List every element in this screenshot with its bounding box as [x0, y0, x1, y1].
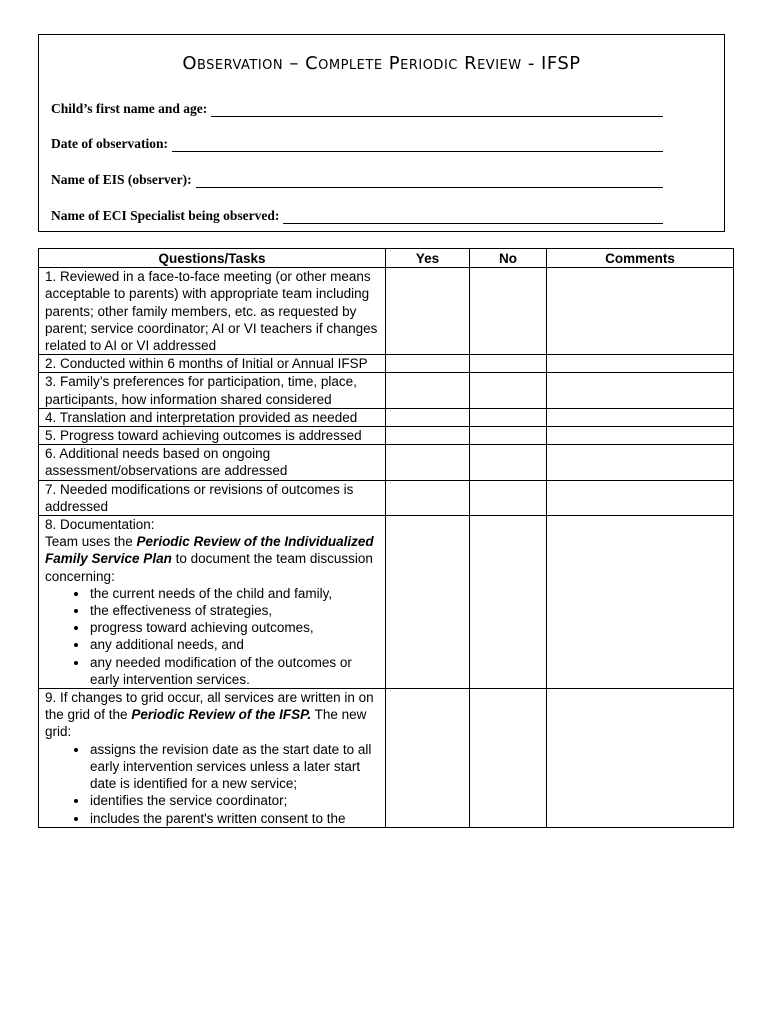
comments-cell[interactable] — [547, 268, 734, 355]
question-cell: 3. Family’s preferences for participation, time, place, participants, how information shared considered — [39, 373, 386, 408]
question-cell: 6. Additional needs based on ongoing assessment/observations are addressed — [39, 445, 386, 480]
column-header: Comments — [547, 249, 734, 268]
table-row — [39, 427, 734, 445]
yes-cell[interactable] — [386, 355, 470, 373]
grid-changes-intro — [45, 689, 380, 741]
table-row — [39, 408, 734, 426]
no-cell[interactable] — [470, 516, 547, 689]
yes-cell[interactable] — [386, 689, 470, 828]
yes-cell[interactable] — [386, 445, 470, 480]
eci-specialist-line[interactable] — [283, 210, 663, 224]
no-cell[interactable] — [470, 445, 547, 480]
question-cell: 5. Progress toward achieving outcomes is addressed — [39, 427, 386, 445]
form-title-reference: Periodic Review of the Individualized Family Service Plan — [45, 534, 374, 567]
table-row — [39, 480, 734, 515]
list-item: • progress toward achieving outcomes, — [89, 619, 380, 636]
question-cell: 1. Reviewed in a face-to-face meeting (or other means acceptable to parents) with appropriate team including parents; other family members, etc. as requested by parent; service coordinator; AI or VI teachers if changes related to AI or VI addressed — [39, 268, 386, 355]
list-item: • the current needs of the child and family, — [89, 585, 380, 602]
column-header: No — [470, 249, 547, 268]
comments-cell[interactable] — [547, 445, 734, 480]
child-name-age-field[interactable] — [51, 97, 663, 117]
child-name-age-line[interactable] — [211, 103, 663, 117]
list-item: • any needed modification of the outcomes or early intervention services. — [89, 654, 380, 688]
yes-cell[interactable] — [386, 408, 470, 426]
grid-changes-list — [45, 741, 380, 827]
yes-cell[interactable] — [386, 427, 470, 445]
column-header: Yes — [386, 249, 470, 268]
intro-text: Team uses the — [45, 534, 137, 550]
form-title: Observation – Complete Periodic Review - IFSP — [182, 53, 581, 74]
observation-date-label: Date of observation: — [51, 136, 168, 151]
table-row — [39, 373, 734, 408]
no-cell[interactable] — [470, 268, 547, 355]
yes-cell[interactable] — [386, 516, 470, 689]
table-row — [39, 689, 734, 828]
no-cell[interactable] — [470, 408, 547, 426]
comments-cell[interactable] — [547, 480, 734, 515]
yes-cell[interactable] — [386, 480, 470, 515]
comments-cell[interactable] — [547, 408, 734, 426]
header-box — [38, 34, 725, 232]
intro-text: to document the team discussion concerning: — [45, 551, 373, 584]
column-header: Questions/Tasks — [39, 249, 386, 268]
list-item: • includes the parent's written consent to the — [89, 810, 380, 827]
comments-cell[interactable] — [547, 689, 734, 828]
documentation-heading: 8. Documentation: — [45, 517, 155, 533]
table-row — [39, 516, 734, 689]
intro-text: 9. If changes to grid occur, all services are written in on the grid of the — [45, 690, 374, 723]
question-cell: 7. Needed modifications or revisions of outcomes is addressed — [39, 480, 386, 515]
comments-cell[interactable] — [547, 427, 734, 445]
eci-specialist-label: Name of ECI Specialist being observed: — [51, 208, 280, 223]
comments-cell[interactable] — [547, 516, 734, 689]
question-cell: 2. Conducted within 6 months of Initial or Annual IFSP — [39, 355, 386, 373]
no-cell[interactable] — [470, 689, 547, 828]
table-row — [39, 268, 734, 355]
comments-cell[interactable] — [547, 373, 734, 408]
yes-cell[interactable] — [386, 373, 470, 408]
form-title-reference: Periodic Review of the IFSP. — [131, 707, 312, 723]
eci-specialist-field[interactable] — [51, 204, 663, 224]
intro-text: The new grid: — [45, 707, 367, 740]
comments-cell[interactable] — [547, 355, 734, 373]
table-header-row — [39, 249, 734, 268]
eis-observer-line[interactable] — [196, 174, 663, 188]
no-cell[interactable] — [470, 480, 547, 515]
review-table — [38, 248, 734, 828]
list-item: • identifies the service coordinator; — [89, 792, 380, 809]
question-cell: 4. Translation and interpretation provided as needed — [39, 408, 386, 426]
table-row — [39, 445, 734, 480]
no-cell[interactable] — [470, 427, 547, 445]
table-row — [39, 355, 734, 373]
observation-date-line[interactable] — [172, 138, 663, 152]
documentation-intro — [45, 533, 380, 585]
observation-date-field[interactable] — [51, 132, 663, 152]
question-cell-grid-changes — [39, 689, 386, 828]
no-cell[interactable] — [470, 373, 547, 408]
yes-cell[interactable] — [386, 268, 470, 355]
eis-observer-field[interactable] — [51, 168, 663, 188]
eis-observer-label: Name of EIS (observer): — [51, 172, 192, 187]
no-cell[interactable] — [470, 355, 547, 373]
list-item: • the effectiveness of strategies, — [89, 602, 380, 619]
question-cell-documentation — [39, 516, 386, 689]
list-item: • any additional needs, and — [89, 636, 380, 653]
child-name-age-label: Child’s first name and age: — [51, 101, 208, 116]
documentation-list — [45, 585, 380, 688]
list-item: • assigns the revision date as the start date to all early intervention services unless a later start date is identified for a new service; — [89, 741, 380, 793]
